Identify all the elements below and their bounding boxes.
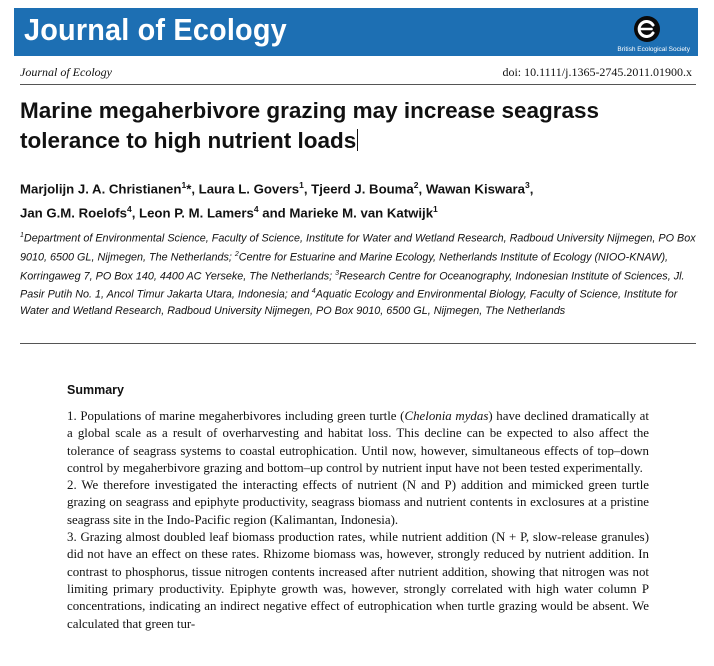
article-title: Marine megaherbivore grazing may increase seagrass tolerance to high nutrient loads — [20, 98, 600, 153]
species-name: Chelonia mydas — [404, 409, 489, 423]
summary-paragraph: 3. Grazing almost doubled leaf biomass production rates, while nutrient addition (N + P, slow-release granules) did not have an effect on these rates. Rhizome biomass was, however, strongly reduced by nutrient addition. In contrast to phosphorus, tissue nitrogen contents increased after nutrient addition, showing that nitrogen was not limiting primary productivity. Epiphyte growth was, however, strongly correlated with high water column P concentrations, indicating an indirect negative effect of eutrophication when turtle grazing would be absent. We calculated that green tur- — [67, 530, 649, 631]
affiliation: Research Centre for Oceanography, Indonesian Institute of Sciences, Jl. Pasir Putih No. 1, Ancol Timur Jakarta Utara, Indonesia; and — [20, 270, 685, 301]
meta-row — [20, 65, 692, 81]
affiliation: Centre for Estuarine and Marine Ecology, Netherlands Institute of Ecology (NIOO-KNAW), Korringaweg 7, PO Box 140, 4400 AC Yerseke, The Netherlands; — [20, 251, 669, 283]
banner-journal-title: Journal of Ecology — [24, 12, 287, 47]
affiliation: Aquatic Ecology and Environmental Biology, Faculty of Science, Institute for Water and Wetland Research, Radboud University Nijmegen, PO Box 9010, 6500 GL, Nijmegen, The Netherlands — [20, 288, 678, 318]
affiliation-rule — [20, 343, 696, 344]
text-cursor — [357, 129, 358, 151]
journal-banner — [14, 8, 698, 56]
bes-label: British Ecological Society — [617, 46, 690, 53]
affiliation: Department of Environmental Science, Faculty of Science, Institute for Water and Wetland Research, Radboud University Nijmegen, PO Box 9010, 6500 GL, Nijmegen, The Netherlands; — [20, 232, 696, 264]
author: Jan G.M. Roelofs — [20, 205, 127, 221]
bes-logo — [604, 12, 690, 54]
author: Wawan Kiswara — [425, 181, 525, 197]
author: Laura L. Govers — [198, 181, 300, 197]
author: Marieke M. van Katwijk — [289, 205, 434, 221]
summary-paragraph: 1. Populations of marine megaherbivores including green turtle (Chelonia mydas) have declined dramatically at a global scale as a result of overharvesting and habitat loss. This decline can be expected to also affect the tolerance of seagrass systems to coastal eutrophication. Until now, however, simultaneous effects of top–down control by megaherbivore grazing and bottom–up control by nutrient input have not been tested experimentally. — [67, 409, 649, 475]
doi[interactable]: doi: 10.1111/j.1365-2745.2011.01900.x — [502, 65, 692, 79]
author: Tjeerd J. Bouma — [311, 181, 414, 197]
running-journal-name: Journal of Ecology — [20, 65, 112, 79]
header-rule — [20, 84, 696, 85]
affiliations: $^1$Department of Environmental Science, Faculty of Science, Institute for Water and Wetland Research, Radboud University Nijmegen, PO Box 9010, 6500 GL, Nijmegen, The Netherlands; $^2$Centre for Estuarine and Marine Ecology, Netherlands Institute of Ecology (NIOO-KNAW), Korringaweg 7, PO Box 140, 4400 AC Yerseke, The Netherlands; $^3$Research Centre for Oceanography, Indonesian Institute of Sciences, Jl. Pasir Putih No. 1, Ancol Timur Jakarta Utara, Indonesia; and $^4$Aquatic Ecology and Environmental Biology, Faculty of Science, Institute for Water and Wetland Research, Radboud University Nijmegen, PO Box 9010, 6500 GL, Nijmegen, The Netherlands — [20, 232, 696, 318]
bes-emblem-icon — [632, 14, 662, 44]
summary-heading: Summary — [67, 383, 124, 397]
summary-paragraph: 2. We therefore investigated the interacting effects of nutrient (N and P) addition and mimicked green turtle grazing on seagrass and epiphyte productivity, seagrass biomass and nutrient contents in exclosures at a pristine seagrass site in the Indo-Pacific region (Kalimantan, Indonesia). — [67, 478, 649, 527]
summary-body — [67, 408, 649, 633]
author-list: Marjolijn J. A. Christianen$^1$*, Laura L. Govers$^1$, Tjeerd J. Bouma$^2$, Wawan Kiswara$^3$, Jan G.M. Roelofs$^4$, Leon P. M. Lamers$^4$ and Marieke M. van Katwijk$^1$ — [20, 180, 534, 221]
author: Leon P. M. Lamers — [139, 205, 254, 221]
author: Marjolijn J. A. Christianen — [20, 181, 182, 197]
